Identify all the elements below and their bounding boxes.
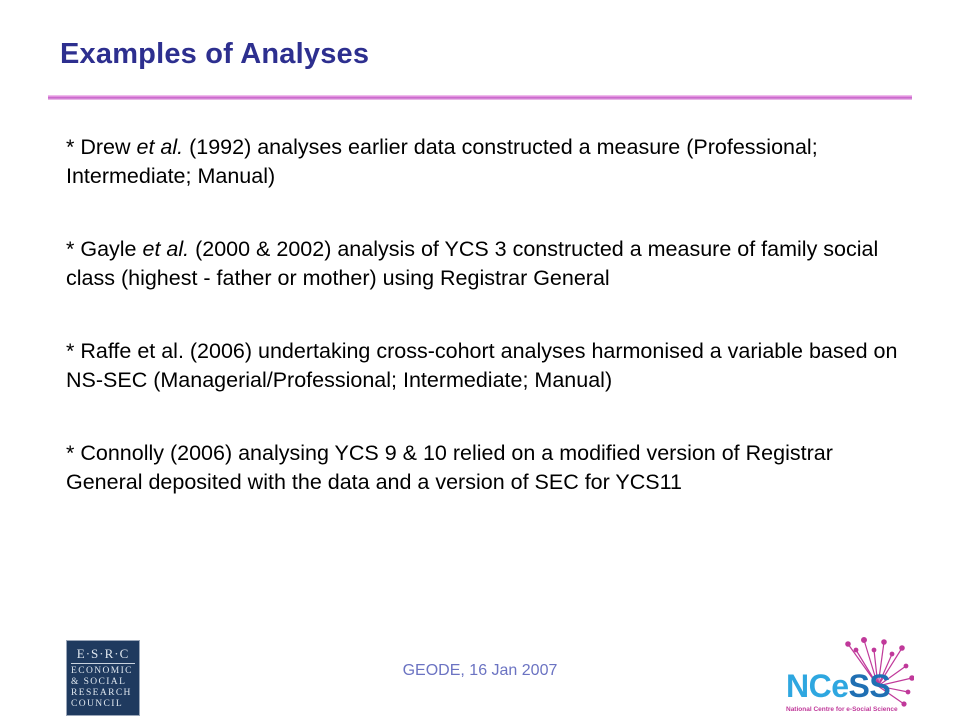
ncess-wordmark-left: NCe [786,668,849,704]
slide-body [66,133,912,497]
paragraph-text: (2000 & 2002) analysis of YCS 3 constructed a measure of family social class (highest - father or mother) using Registrar General [66,237,879,290]
esrc-logo-line: RESEARCH [71,688,132,698]
esrc-logo-line: COUNCIL [71,699,124,709]
paragraph-connolly [66,439,912,497]
ncess-wordmark [786,668,890,705]
paragraph-text: * Connolly (2006) analysing YCS 9 & 10 relied on a modified version of Registrar General deposited with the data and a version of SEC for YCS11 [66,441,833,494]
esrc-logo-line: ECONOMIC [71,666,133,676]
paragraph-text: * Raffe et al. (2006) undertaking cross-cohort analyses harmonised a variable based on NS-SEC (Managerial/Professional; Intermediate; Manual) [66,339,898,392]
esrc-logo-line: & SOCIAL [71,677,127,687]
slide-footer: GEODE, 16 Jan 2007 [402,662,558,679]
esrc-logo [66,640,140,716]
slide-title: Examples of Analyses [60,38,370,70]
esrc-logo-head: E·S·R·C [71,646,135,664]
paragraph-text: * Gayle [66,237,143,261]
paragraph-raffe [66,337,912,395]
paragraph-text: (1992) analyses earlier data constructed a measure (Professional; Intermediate; Manual) [66,135,818,188]
ncess-logo [782,636,914,716]
paragraph-drew [66,133,912,191]
paragraph-text: * Drew [66,135,137,159]
title-divider [48,95,912,100]
paragraph-italic: et al. [136,135,184,159]
paragraph-gayle [66,235,912,293]
ncess-subtitle: National Centre for e-Social Science [786,706,898,713]
ncess-wordmark-right: SS [848,668,891,704]
paragraph-italic: et al. [142,237,190,261]
